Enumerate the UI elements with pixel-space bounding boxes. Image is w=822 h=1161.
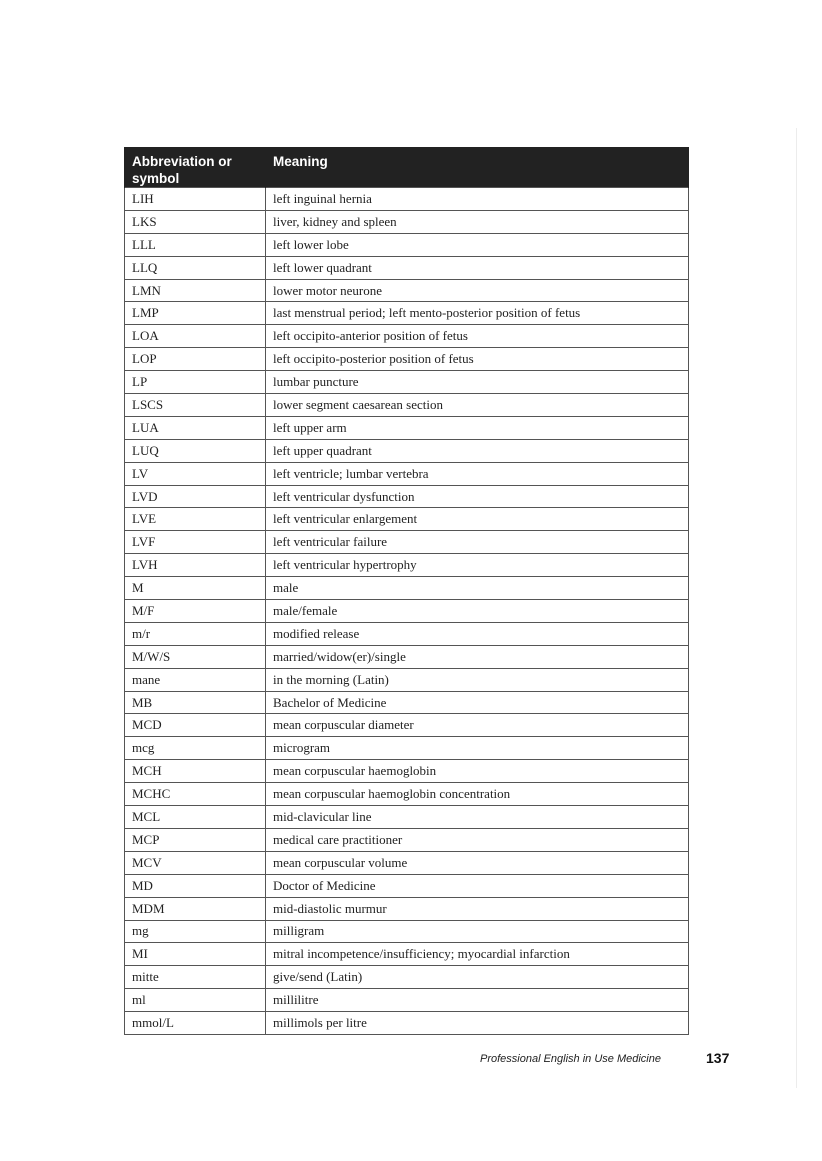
abbreviation-cell: LMP (125, 302, 266, 325)
meaning-cell: lumbar puncture (266, 371, 689, 394)
abbreviation-cell: LIH (125, 188, 266, 211)
abbreviation-cell: LVF (125, 531, 266, 554)
abbreviation-cell: MCH (125, 760, 266, 783)
meaning-cell: male (266, 577, 689, 600)
table-row (125, 462, 689, 485)
table-row (125, 531, 689, 554)
table-row (125, 188, 689, 211)
abbreviation-cell: MI (125, 943, 266, 966)
meaning-cell: millilitre (266, 989, 689, 1012)
header-meaning: Meaning (266, 147, 689, 188)
meaning-cell: mean corpuscular haemoglobin concentration (266, 783, 689, 806)
abbreviation-cell: LVE (125, 508, 266, 531)
meaning-cell: left ventricular failure (266, 531, 689, 554)
meaning-cell: medical care practitioner (266, 828, 689, 851)
table-row (125, 1012, 689, 1035)
abbreviation-cell: mane (125, 668, 266, 691)
meaning-cell: married/widow(er)/single (266, 645, 689, 668)
abbreviation-cell: LOP (125, 348, 266, 371)
abbreviation-cell: LP (125, 371, 266, 394)
meaning-cell: left occipito-posterior position of fetus (266, 348, 689, 371)
abbreviation-cell: ml (125, 989, 266, 1012)
table-row (125, 302, 689, 325)
abbreviation-cell: mmol/L (125, 1012, 266, 1035)
table-row (125, 325, 689, 348)
meaning-cell: liver, kidney and spleen (266, 210, 689, 233)
meaning-cell: in the morning (Latin) (266, 668, 689, 691)
table-row (125, 737, 689, 760)
table-row (125, 783, 689, 806)
table-row (125, 508, 689, 531)
meaning-cell: lower motor neurone (266, 279, 689, 302)
table-row (125, 806, 689, 829)
meaning-cell: mid-diastolic murmur (266, 897, 689, 920)
meaning-cell: left ventricular dysfunction (266, 485, 689, 508)
abbreviation-cell: LOA (125, 325, 266, 348)
meaning-cell: left upper quadrant (266, 439, 689, 462)
page-edge-line (796, 128, 797, 1088)
abbreviation-cell: M/F (125, 600, 266, 623)
abbreviation-cell: M (125, 577, 266, 600)
abbreviation-cell: MCL (125, 806, 266, 829)
abbreviation-cell: LKS (125, 210, 266, 233)
abbreviation-cell: m/r (125, 622, 266, 645)
table-row (125, 828, 689, 851)
abbreviation-cell: MCD (125, 714, 266, 737)
table-row (125, 600, 689, 623)
meaning-cell: last menstrual period; left mento-posterior position of fetus (266, 302, 689, 325)
header-abbreviation: Abbreviation or symbol (125, 147, 266, 188)
meaning-cell: mean corpuscular volume (266, 851, 689, 874)
table-row (125, 989, 689, 1012)
abbreviation-cell: MCV (125, 851, 266, 874)
abbreviation-cell: mcg (125, 737, 266, 760)
abbreviation-table (124, 147, 689, 1035)
table-row (125, 439, 689, 462)
meaning-cell: left upper arm (266, 416, 689, 439)
abbreviation-cell: LVD (125, 485, 266, 508)
meaning-cell: Doctor of Medicine (266, 874, 689, 897)
table-row (125, 394, 689, 417)
meaning-cell: Bachelor of Medicine (266, 691, 689, 714)
meaning-cell: millimols per litre (266, 1012, 689, 1035)
page-number: 137 (706, 1050, 730, 1066)
table-row (125, 233, 689, 256)
table-header-row (125, 147, 689, 188)
abbreviation-cell: LSCS (125, 394, 266, 417)
table-row (125, 371, 689, 394)
table-row (125, 279, 689, 302)
abbreviation-cell: LLQ (125, 256, 266, 279)
meaning-cell: lower segment caesarean section (266, 394, 689, 417)
meaning-cell: male/female (266, 600, 689, 623)
meaning-cell: modified release (266, 622, 689, 645)
table-row (125, 920, 689, 943)
meaning-cell: left lower lobe (266, 233, 689, 256)
abbreviation-cell: LUQ (125, 439, 266, 462)
meaning-cell: left lower quadrant (266, 256, 689, 279)
abbreviation-cell: MDM (125, 897, 266, 920)
abbreviation-cell: M/W/S (125, 645, 266, 668)
abbreviation-cell: mg (125, 920, 266, 943)
table-row (125, 714, 689, 737)
table-row (125, 210, 689, 233)
abbreviation-cell: mitte (125, 966, 266, 989)
footer-book-title: Professional English in Use Medicine (480, 1053, 661, 1065)
table-row (125, 966, 689, 989)
meaning-cell: left occipito-anterior position of fetus (266, 325, 689, 348)
abbreviation-cell: MCP (125, 828, 266, 851)
meaning-cell: mid-clavicular line (266, 806, 689, 829)
abbreviation-cell: LUA (125, 416, 266, 439)
meaning-cell: milligram (266, 920, 689, 943)
table-row (125, 485, 689, 508)
meaning-cell: left ventricular hypertrophy (266, 554, 689, 577)
table-row (125, 668, 689, 691)
table-row (125, 851, 689, 874)
table-row (125, 645, 689, 668)
abbreviation-cell: MB (125, 691, 266, 714)
abbreviation-cell: LMN (125, 279, 266, 302)
table-row (125, 691, 689, 714)
abbreviation-cell: MD (125, 874, 266, 897)
abbreviation-cell: MCHC (125, 783, 266, 806)
table-row (125, 897, 689, 920)
table-row (125, 348, 689, 371)
meaning-cell: microgram (266, 737, 689, 760)
table-row (125, 943, 689, 966)
meaning-cell: mitral incompetence/insufficiency; myocardial infarction (266, 943, 689, 966)
table-row (125, 256, 689, 279)
meaning-cell: mean corpuscular haemoglobin (266, 760, 689, 783)
table-row (125, 874, 689, 897)
table-row (125, 622, 689, 645)
meaning-cell: mean corpuscular diameter (266, 714, 689, 737)
meaning-cell: left ventricular enlargement (266, 508, 689, 531)
table-row (125, 577, 689, 600)
meaning-cell: give/send (Latin) (266, 966, 689, 989)
table-row (125, 760, 689, 783)
abbreviation-cell: LV (125, 462, 266, 485)
table-row (125, 554, 689, 577)
meaning-cell: left ventricle; lumbar vertebra (266, 462, 689, 485)
abbreviation-cell: LVH (125, 554, 266, 577)
meaning-cell: left inguinal hernia (266, 188, 689, 211)
abbreviation-cell: LLL (125, 233, 266, 256)
table-row (125, 416, 689, 439)
